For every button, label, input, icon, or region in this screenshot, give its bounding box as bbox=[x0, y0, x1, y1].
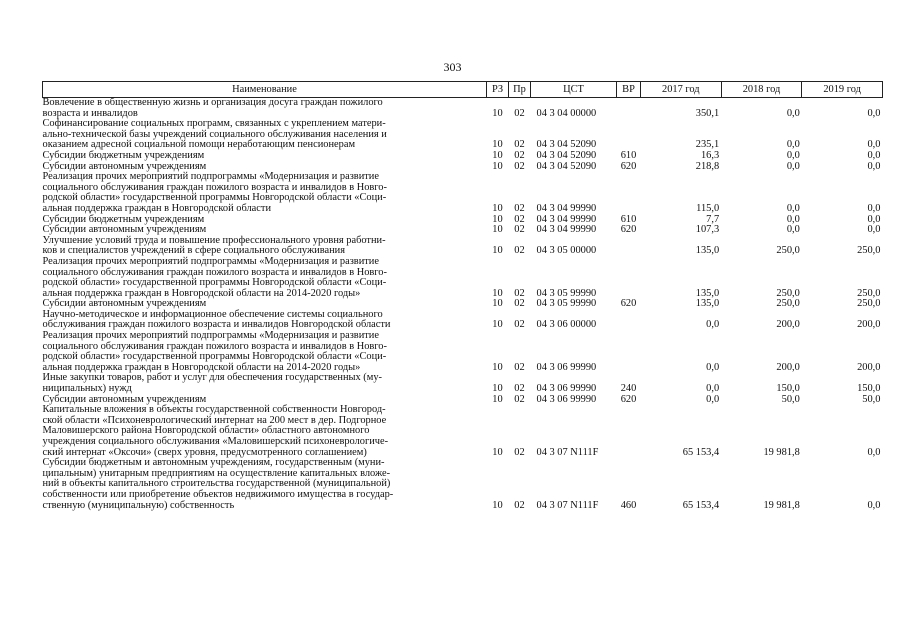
cell-name-line: ков и специалистов учреждений в сфере социального обслуживания bbox=[42, 245, 345, 257]
cell-2017: 65 153,4 bbox=[682, 499, 720, 511]
cell-rz: 10 bbox=[492, 149, 503, 161]
cell-pr: 02 bbox=[514, 107, 525, 119]
cell-2019: 0,0 bbox=[867, 224, 881, 236]
cell-name bbox=[43, 172, 487, 214]
cell-name-line: Субсидии автономным учреждениям bbox=[42, 298, 207, 310]
cell-pr: 02 bbox=[514, 393, 525, 405]
cell-2018: 0,0 bbox=[786, 160, 800, 172]
cell-name-line: альная поддержка граждан в Новгородской области на 2014-2020 годы» bbox=[42, 361, 361, 373]
cell-rz: 10 bbox=[492, 393, 503, 405]
cell-2018: 0,0 bbox=[786, 139, 800, 151]
cell-name-line: Субсидии автономным учреждениям bbox=[42, 224, 207, 236]
table-header-row bbox=[43, 82, 883, 98]
cell-name-line: родской области» государственной программы Новгородской области «Соци- bbox=[42, 351, 387, 363]
cell-name bbox=[43, 98, 487, 120]
cell-2019: 0,0 bbox=[867, 202, 881, 214]
cell-name-line: Реализация прочих мероприятий подпрограммы «Модернизация и развитие bbox=[42, 255, 379, 267]
cell-name-line: альная поддержка граждан в Новгородской области bbox=[42, 202, 272, 214]
header-pr: Пр bbox=[509, 82, 531, 98]
cell-rz: 10 bbox=[492, 139, 503, 151]
cell-name-line: Капитальные вложения в объекты государственной собственности Новгород- bbox=[42, 404, 386, 416]
cell-vr bbox=[617, 172, 641, 214]
cell-name-line: ально-технической базы учреждений социального обслуживания населения и bbox=[42, 128, 387, 140]
cell-2018: 250,0 bbox=[776, 298, 800, 310]
cell-name bbox=[43, 151, 487, 162]
cell-rz: 10 bbox=[492, 224, 503, 236]
cell-name-line: социального обслуживания граждан пожилого возраста и инвалидов в Новго- bbox=[42, 340, 387, 352]
header-vr: ВР bbox=[617, 82, 641, 98]
cell-name-line: Субсидии автономным учреждениям bbox=[42, 393, 207, 405]
cell-name bbox=[43, 331, 487, 373]
cell-cst: 04 3 05 99990 bbox=[536, 287, 597, 299]
cell-name-line: Реализация прочих мероприятий подпрограммы «Модернизация и развитие bbox=[42, 171, 379, 183]
cell-cst: 04 3 04 99990 bbox=[536, 213, 597, 225]
cell-2017: 0,0 bbox=[706, 383, 720, 395]
cell-2017: 135,0 bbox=[695, 245, 720, 257]
cell-2019: 0,0 bbox=[867, 160, 881, 172]
budget-table bbox=[42, 81, 883, 511]
cell-2018: 250,0 bbox=[776, 245, 800, 257]
cell-vr: 610 bbox=[620, 149, 637, 161]
cell-pr: 02 bbox=[514, 202, 525, 214]
cell-name-line: родской области» государственной программы Новгородской области «Соци- bbox=[42, 277, 387, 289]
table-row bbox=[43, 151, 883, 162]
cell-cst: 04 3 04 99990 bbox=[536, 224, 597, 236]
header-name: Наименование bbox=[43, 82, 487, 98]
cell-vr bbox=[617, 98, 641, 120]
cell-pr: 02 bbox=[514, 287, 525, 299]
cell-2017: 107,3 bbox=[695, 224, 720, 236]
cell-2018: 0,0 bbox=[786, 213, 800, 225]
cell-2019: 250,0 bbox=[857, 245, 881, 257]
cell-name-line: социального обслуживания граждан пожилого возраста и инвалидов в Новго- bbox=[42, 266, 387, 278]
cell-vr bbox=[617, 257, 641, 299]
cell-2018: 19 981,8 bbox=[763, 499, 800, 511]
cell-2019: 0,0 bbox=[867, 213, 881, 225]
cell-name-line: ний в объекты капитального строительства государственной (муниципальной) bbox=[42, 478, 391, 490]
cell-name bbox=[43, 257, 487, 299]
cell-vr: 620 bbox=[620, 298, 637, 310]
cell-vr bbox=[617, 236, 641, 257]
table-row bbox=[43, 236, 883, 257]
table-row bbox=[43, 172, 883, 214]
table-row bbox=[43, 257, 883, 299]
cell-2017: 0,0 bbox=[706, 361, 720, 373]
table-row bbox=[43, 310, 883, 331]
cell-2017: 135,0 bbox=[695, 298, 720, 310]
cell-name-line: собственности или приобретение объектов недвижимого имущества в государ- bbox=[42, 488, 394, 500]
table-row bbox=[43, 98, 883, 120]
cell-2019: 0,0 bbox=[867, 139, 881, 151]
table-row bbox=[43, 458, 883, 511]
cell-2019: 50,0 bbox=[862, 393, 881, 405]
cell-name-line: Научно-методическое и информационное обеспечение системы социального bbox=[42, 308, 383, 320]
cell-2019: 0,0 bbox=[867, 149, 881, 161]
cell-2017: 7,7 bbox=[706, 213, 720, 225]
table-row bbox=[43, 331, 883, 373]
table-body bbox=[43, 98, 883, 512]
cell-name-line: ственную (муниципальную) собственность bbox=[42, 499, 235, 511]
cell-2019: 250,0 bbox=[857, 287, 881, 299]
cell-name bbox=[43, 236, 487, 257]
cell-name-line: ниципальных) нужд bbox=[42, 383, 132, 395]
table-row bbox=[43, 373, 883, 394]
cell-cst: 04 3 04 52090 bbox=[536, 149, 597, 161]
cell-pr: 02 bbox=[514, 245, 525, 257]
cell-cst: 04 3 06 99990 bbox=[536, 361, 597, 373]
cell-2017: 65 153,4 bbox=[682, 446, 720, 458]
cell-2017: 350,1 bbox=[695, 107, 720, 119]
cell-vr bbox=[617, 331, 641, 373]
cell-cst: 04 3 07 N111F bbox=[536, 499, 599, 511]
cell-name-line: Субсидии бюджетным учреждениям bbox=[42, 213, 205, 225]
cell-name-line: Иные закупки товаров, работ и услуг для обеспечения государственных (му- bbox=[42, 372, 382, 384]
cell-name-line: учреждения социального обслуживания «Маловишерский психоневрологиче- bbox=[42, 436, 389, 447]
cell-vr: 460 bbox=[620, 499, 637, 511]
cell-rz: 10 bbox=[492, 107, 503, 119]
cell-2018: 0,0 bbox=[786, 107, 800, 119]
cell-vr bbox=[617, 119, 641, 151]
cell-2017: 115,0 bbox=[696, 202, 720, 214]
cell-rz: 10 bbox=[492, 160, 503, 172]
cell-name bbox=[43, 310, 487, 331]
cell-name-line: Субсидии бюджетным учреждениям bbox=[42, 149, 205, 161]
cell-rz: 10 bbox=[492, 245, 503, 257]
cell-2017: 218,8 bbox=[695, 160, 720, 172]
cell-name-line: Вовлечение в общественную жизнь и организация досуга граждан пожилого bbox=[42, 97, 383, 108]
header-2018: 2018 год bbox=[721, 82, 802, 98]
cell-pr: 02 bbox=[514, 160, 525, 172]
cell-name-line: Субсидии бюджетным и автономным учреждениям, государственным (муни- bbox=[42, 457, 385, 469]
cell-name-line: Реализация прочих мероприятий подпрограммы «Модернизация и развитие bbox=[42, 330, 379, 342]
cell-name bbox=[43, 119, 487, 151]
cell-2017: 16,3 bbox=[700, 149, 720, 161]
header-rz: РЗ bbox=[487, 82, 509, 98]
cell-cst: 04 3 06 99990 bbox=[536, 383, 597, 395]
cell-2018: 0,0 bbox=[786, 202, 800, 214]
cell-rz: 10 bbox=[492, 319, 503, 331]
cell-2017: 0,0 bbox=[706, 319, 720, 331]
cell-2018: 0,0 bbox=[786, 149, 800, 161]
cell-pr: 02 bbox=[514, 149, 525, 161]
cell-2018: 19 981,8 bbox=[763, 446, 800, 458]
cell-cst: 04 3 04 00000 bbox=[536, 107, 597, 119]
page-number: 303 bbox=[443, 60, 462, 74]
cell-pr: 02 bbox=[514, 319, 525, 331]
cell-rz: 10 bbox=[492, 361, 503, 373]
cell-vr: 240 bbox=[620, 383, 637, 395]
cell-name-line: обслуживания граждан пожилого возраста и инвалидов Новгородской области bbox=[42, 319, 391, 331]
cell-pr: 02 bbox=[514, 213, 525, 225]
cell-cst: 04 3 05 00000 bbox=[536, 245, 597, 257]
cell-2019: 200,0 bbox=[857, 319, 881, 331]
cell-cst: 04 3 07 N111F bbox=[536, 446, 599, 458]
cell-cst: 04 3 06 99990 bbox=[536, 393, 597, 405]
cell-vr: 620 bbox=[620, 224, 637, 236]
cell-pr: 02 bbox=[514, 224, 525, 236]
cell-name-line: Софинансирование социальных программ, связанных с укреплением матери- bbox=[42, 118, 386, 130]
cell-pr: 02 bbox=[514, 361, 525, 373]
cell-rz: 10 bbox=[492, 499, 503, 511]
cell-vr: 620 bbox=[620, 160, 637, 172]
cell-2017: 0,0 bbox=[706, 393, 720, 405]
cell-rz: 10 bbox=[492, 213, 503, 225]
cell-cst: 04 3 05 99990 bbox=[536, 298, 597, 310]
header-2019: 2019 год bbox=[802, 82, 883, 98]
cell-pr: 02 bbox=[514, 383, 525, 395]
cell-name bbox=[43, 373, 487, 394]
cell-2017: 235,1 bbox=[695, 139, 720, 151]
cell-name-line: ской области «Психоневрологический интернат на 200 мест в дер. Подгорное bbox=[42, 414, 387, 426]
header-cst: ЦСТ bbox=[531, 82, 617, 98]
cell-pr: 02 bbox=[514, 499, 525, 511]
cell-rz: 10 bbox=[492, 298, 503, 310]
cell-2019: 200,0 bbox=[857, 361, 881, 373]
cell-2019: 0,0 bbox=[867, 499, 881, 511]
cell-2019: 250,0 bbox=[857, 298, 881, 310]
cell-2018: 150,0 bbox=[776, 383, 800, 395]
cell-name-line: возраста и инвалидов bbox=[42, 107, 138, 119]
cell-2018: 50,0 bbox=[781, 393, 800, 405]
cell-cst: 04 3 04 52090 bbox=[536, 160, 597, 172]
cell-2018: 200,0 bbox=[776, 319, 800, 331]
cell-name-line: родской области» государственной программы Новгородской области «Соци- bbox=[42, 192, 387, 204]
cell-vr bbox=[617, 310, 641, 331]
cell-2018: 0,0 bbox=[786, 224, 800, 236]
cell-rz: 10 bbox=[492, 383, 503, 395]
table-row bbox=[43, 405, 883, 458]
cell-vr: 610 bbox=[620, 213, 637, 225]
cell-cst: 04 3 04 99990 bbox=[536, 202, 597, 214]
cell-cst: 04 3 04 52090 bbox=[536, 139, 597, 151]
cell-rz: 10 bbox=[492, 287, 503, 299]
cell-name-line: ский интернат «Оксочи» (сверх уровня, предусмотренного соглашением) bbox=[42, 446, 367, 458]
cell-cst: 04 3 06 00000 bbox=[536, 319, 597, 331]
cell-name-line: ципальным) унитарным предприятиям на осуществление капитальных вложе- bbox=[42, 467, 391, 479]
table-row bbox=[43, 119, 883, 151]
cell-name bbox=[43, 458, 487, 511]
cell-rz: 10 bbox=[492, 202, 503, 214]
cell-rz: 10 bbox=[492, 446, 503, 458]
cell-2018: 200,0 bbox=[776, 361, 800, 373]
cell-2018: 250,0 bbox=[776, 287, 800, 299]
cell-vr: 620 bbox=[620, 393, 637, 405]
cell-name bbox=[43, 405, 487, 458]
cell-name-line: социального обслуживания граждан пожилого возраста и инвалидов в Новго- bbox=[42, 181, 387, 193]
cell-name-line: Маловишерского района Новгородской области» областного автономного bbox=[42, 425, 370, 437]
cell-pr: 02 bbox=[514, 298, 525, 310]
header-2017: 2017 год bbox=[641, 82, 722, 98]
cell-name-line: Субсидии автономным учреждениям bbox=[42, 160, 207, 172]
cell-2019: 0,0 bbox=[867, 107, 881, 119]
cell-name-line: альная поддержка граждан в Новгородской области на 2014-2020 годы» bbox=[42, 287, 361, 299]
cell-pr: 02 bbox=[514, 446, 525, 458]
cell-2017: 135,0 bbox=[695, 287, 720, 299]
cell-name-line: оказанием адресной социальной помощи неработающим пенсионерам bbox=[42, 139, 356, 151]
cell-2019: 150,0 bbox=[857, 383, 881, 395]
cell-2019: 0,0 bbox=[867, 446, 881, 458]
cell-vr bbox=[617, 405, 641, 458]
cell-pr: 02 bbox=[514, 139, 525, 151]
cell-name-line: Улучшение условий труда и повышение профессионального уровня работни- bbox=[42, 234, 386, 246]
